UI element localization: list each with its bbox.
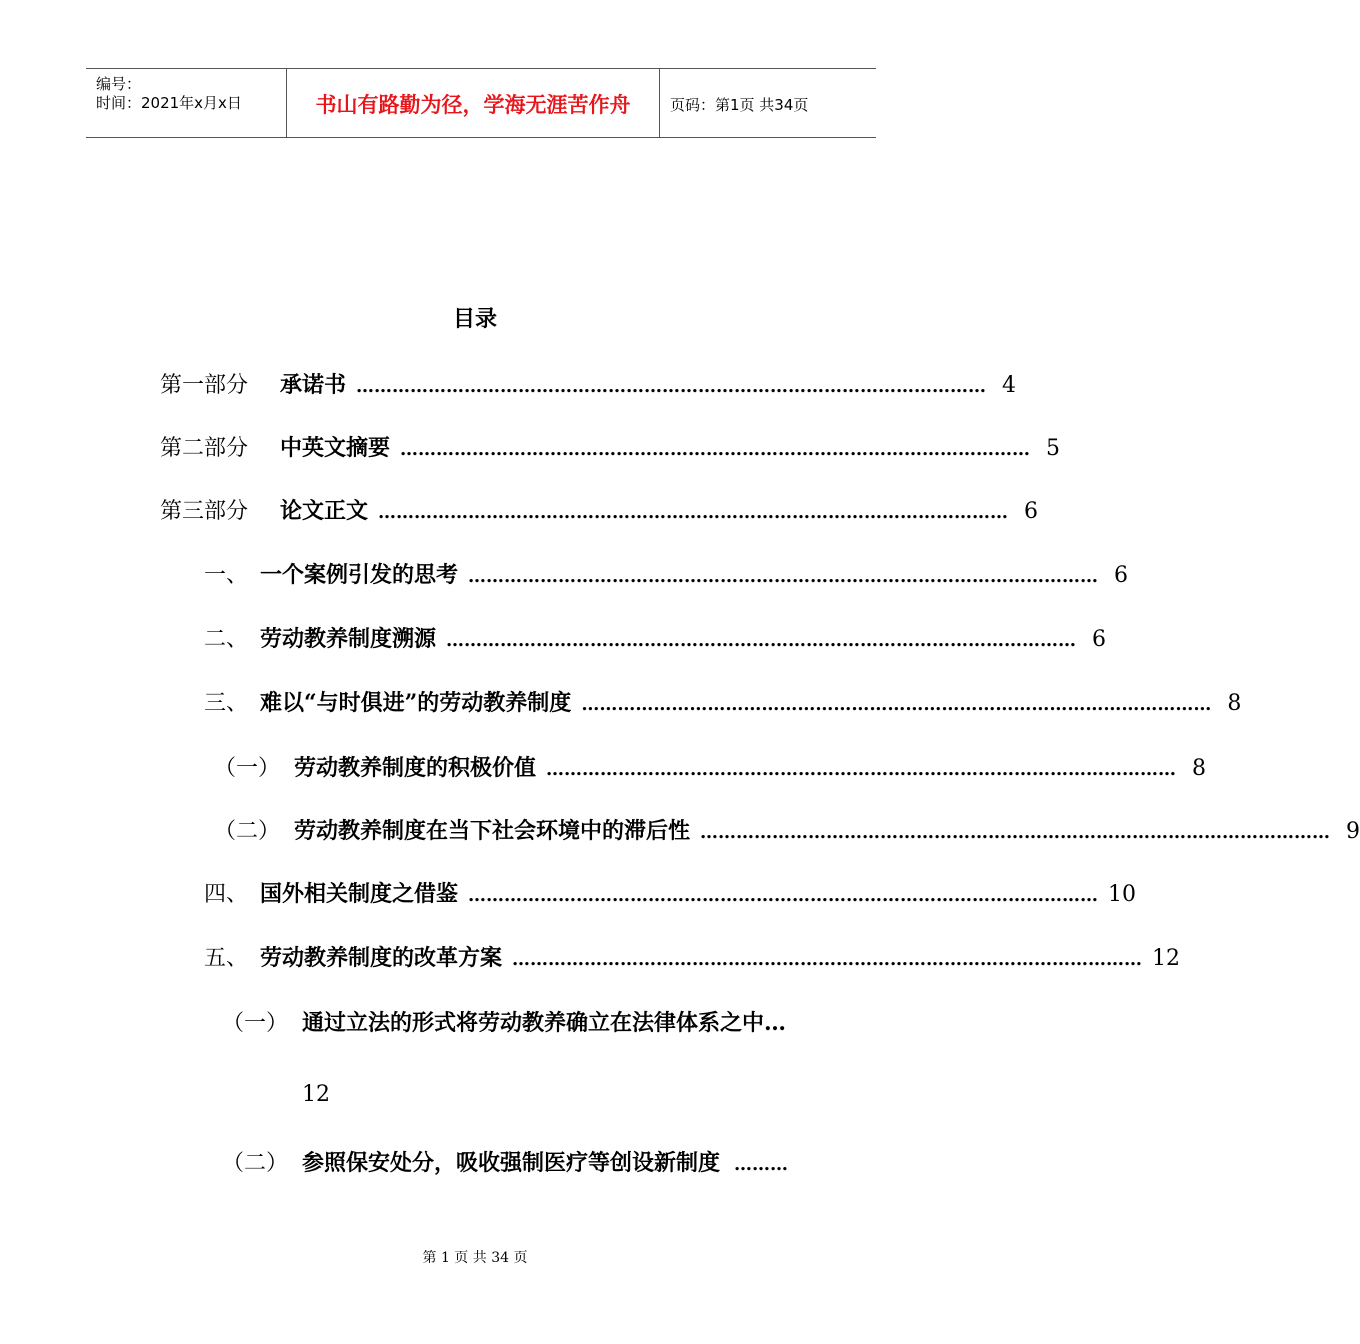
toc-leader-dots: ……………………………………………………………………………………………	[581, 694, 1212, 715]
toc-entry-page: 6	[1114, 563, 1129, 588]
toc-entry-number: 五、	[204, 946, 249, 971]
toc-entry[interactable]	[204, 622, 1107, 653]
toc-entry[interactable]	[222, 1146, 862, 1177]
toc-entry-number: 二、	[204, 627, 249, 652]
toc-entry-label: 难以“与时俱进”的劳动教养制度	[260, 690, 572, 716]
toc-leader-dots: ……………………………………………………………………………………………	[512, 949, 1143, 970]
header-motto: 书山有路勤为径，学海无涯苦作舟	[315, 93, 631, 117]
page-header	[86, 68, 876, 138]
toc-entry[interactable]	[160, 494, 1039, 525]
toc-entry-page: 12	[1152, 946, 1181, 971]
toc-entry-page: 9	[1346, 819, 1360, 844]
toc-entry-number: （二）	[214, 819, 281, 844]
toc-entry-label: 通过立法的形式将劳动教养确立在法律体系之中…	[302, 1010, 787, 1036]
toc-entry-page: 6	[1024, 499, 1039, 524]
toc-entry-number: （二）	[222, 1151, 289, 1176]
toc-entry-number: 第一部分	[160, 373, 249, 398]
toc-entry-page: 8	[1192, 756, 1207, 781]
toc-leader-dots: ……………………………………………………………………………………………	[356, 376, 987, 397]
toc-title: 目录	[452, 306, 497, 332]
toc-entry[interactable]	[214, 751, 1207, 782]
toc-entry-page: 5	[1046, 436, 1061, 461]
toc-entry-label: 论文正文	[280, 498, 369, 524]
toc-leader-dots: ……………………………………………………………………………………………	[546, 759, 1177, 780]
toc-entry[interactable]	[204, 558, 1129, 589]
header-page-info: 页码：第1页 共34页	[670, 96, 809, 114]
toc-entry-label: 劳动教养制度溯源	[260, 626, 437, 652]
toc-entry-label: 劳动教养制度在当下社会环境中的滞后性	[294, 818, 691, 844]
toc-entry-page: 6	[1092, 627, 1107, 652]
toc-entry-label: 中英文摘要	[280, 435, 391, 461]
serial-label: 编号：	[96, 75, 142, 93]
toc-entry-page: 10	[1108, 882, 1137, 907]
time-label: 时间：2021年x月x日	[96, 94, 242, 112]
toc-entry-page: 8	[1227, 691, 1242, 716]
toc-leader-dots: ……………………………………………………………………………………………	[468, 885, 1099, 906]
toc-entry[interactable]	[222, 1006, 862, 1037]
toc-leader-dots: ……………………………………………………………………………………………	[700, 822, 1331, 843]
toc-entry-label: 一个案例引发的思考	[260, 562, 459, 588]
header-motto-cell	[286, 69, 660, 137]
toc-leader-dots: ………	[734, 1154, 789, 1175]
toc-entry-number: 一、	[204, 563, 249, 588]
toc-entry-number: 第二部分	[160, 436, 249, 461]
toc-entry-label: 国外相关制度之借鉴	[260, 881, 459, 907]
toc-entry-page: 4	[1002, 373, 1017, 398]
toc-entry-label: 劳动教养制度的改革方案	[260, 945, 503, 971]
toc-entry[interactable]	[160, 431, 1061, 462]
toc-entry-number: （一）	[214, 756, 281, 781]
toc-entry-label: 参照保安处分，吸收强制医疗等创设新制度	[302, 1150, 721, 1176]
toc-entry-label: 劳动教养制度的积极价值	[294, 755, 537, 781]
toc-entry-page: 12	[302, 1082, 330, 1107]
toc-entry-number: 第三部分	[160, 499, 249, 524]
toc-entry-label: 承诺书	[280, 372, 347, 398]
toc-entry[interactable]	[204, 877, 1137, 908]
toc-entry-number: 四、	[204, 882, 249, 907]
header-page-cell	[660, 69, 876, 137]
toc-entry[interactable]	[204, 941, 1181, 972]
toc-leader-dots: ……………………………………………………………………………………………	[400, 439, 1031, 460]
toc-entry[interactable]	[214, 814, 1360, 845]
toc-entry[interactable]	[204, 686, 1242, 717]
toc-leader-dots: ……………………………………………………………………………………………	[446, 630, 1077, 651]
toc-leader-dots: ……………………………………………………………………………………………	[378, 502, 1009, 523]
page-footer: 第 1 页 共 34 页	[422, 1250, 528, 1266]
toc-entry-number: 三、	[204, 691, 249, 716]
toc-entry[interactable]	[160, 368, 1017, 399]
header-meta	[86, 69, 286, 137]
toc-leader-dots: ……………………………………………………………………………………………	[468, 566, 1099, 587]
toc-entry-number: （一）	[222, 1011, 289, 1036]
